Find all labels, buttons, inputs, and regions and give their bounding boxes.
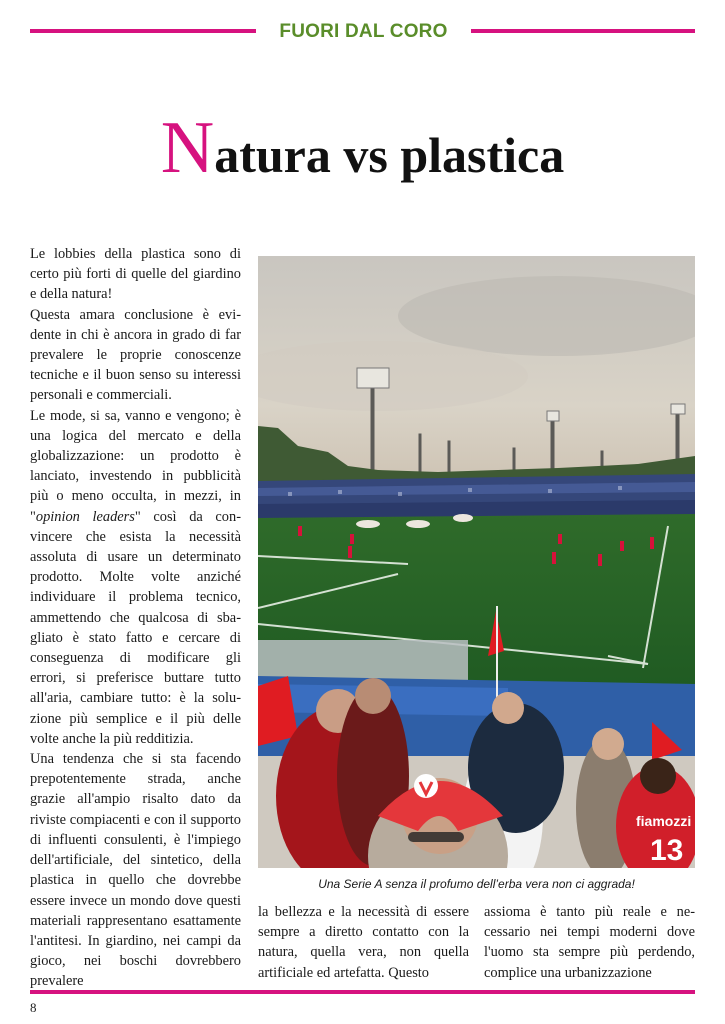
section-label: FUORI DAL CORO [279,21,448,42]
paragraph-3-start: Le mode, si sa, vanno e vengono; è una logica del mercato e della globalizzazione: un prodotto è lanciato, investendo in pubblicità più o meno occulta, in mezzi, in " [30,407,241,525]
article-title [0,108,725,195]
header-rule-left [30,29,256,33]
article-column-1 [30,244,241,992]
paragraph-3-emphasis: opinion leaders [35,508,135,525]
article-column-2 [258,902,469,983]
title-initial: N [160,107,215,189]
paragraph-3 [30,406,241,749]
column-3-text: assioma è tanto più reale e necessario nei tempi moderni dove l'uomo sta sempre più perdendo, complice una urbanizzazione [484,904,695,981]
header-rule-right [471,29,695,33]
footer-rule [30,990,695,994]
stadium-photo [258,256,695,868]
paragraph-1: Le lobbies della plastica sono di certo più forti di quelle del giardino e della natura! [30,246,241,303]
paragraph-3-end: " così da convincere che esista la necessità assoluta di usare un determinato prodotto. Molte volte anziché individuare il problema tecnico, ammettendo che qualcosa di sbagliato è stato fatto e cercare di conseguenza di modificare gli errori, si preferisce buttare tutto all'aria, cambiare tutto: è la soluzione più semplice e il più delle volte anche la più redditizia. [30,508,241,747]
title-rest: atura vs plastica [214,127,565,183]
page-number: 8 [30,1000,37,1015]
photo-caption: Una Serie A senza il profumo dell’erba vera non ci aggrada! [318,877,635,891]
article-column-3 [484,902,695,983]
paragraph-2: Questa amara conclusione è evidente in chi è ancora in grado di far prevalere le proprie conoscenze tecniche e il buon senso su interessi personali e commerciali. [30,306,241,404]
paragraph-4: Una tendenza che si sta facendo prepotentemente strada, anche grazie all'ampio risalto dato da riviste compiacenti e con il supporto di influenti consulenti, è l'impiego dell'artificiale, del sintetico, della plastica in quello che dovrebbe essere invece un mondo dove questi materiali rappresentano esattamente l'antitesi. In giardino, nei campi da gioco, nei boschi dovrebbero prevalere [30,751,241,990]
column-2-text: la bellezza e la necessità di essere sempre a diretto contatto con la natura, quella vera, non quella artificiale ed artefatta. Questo [258,904,469,981]
shirt-name: fiamozzi [636,813,692,829]
section-header [30,18,695,46]
shirt-number: 13 [650,834,684,867]
